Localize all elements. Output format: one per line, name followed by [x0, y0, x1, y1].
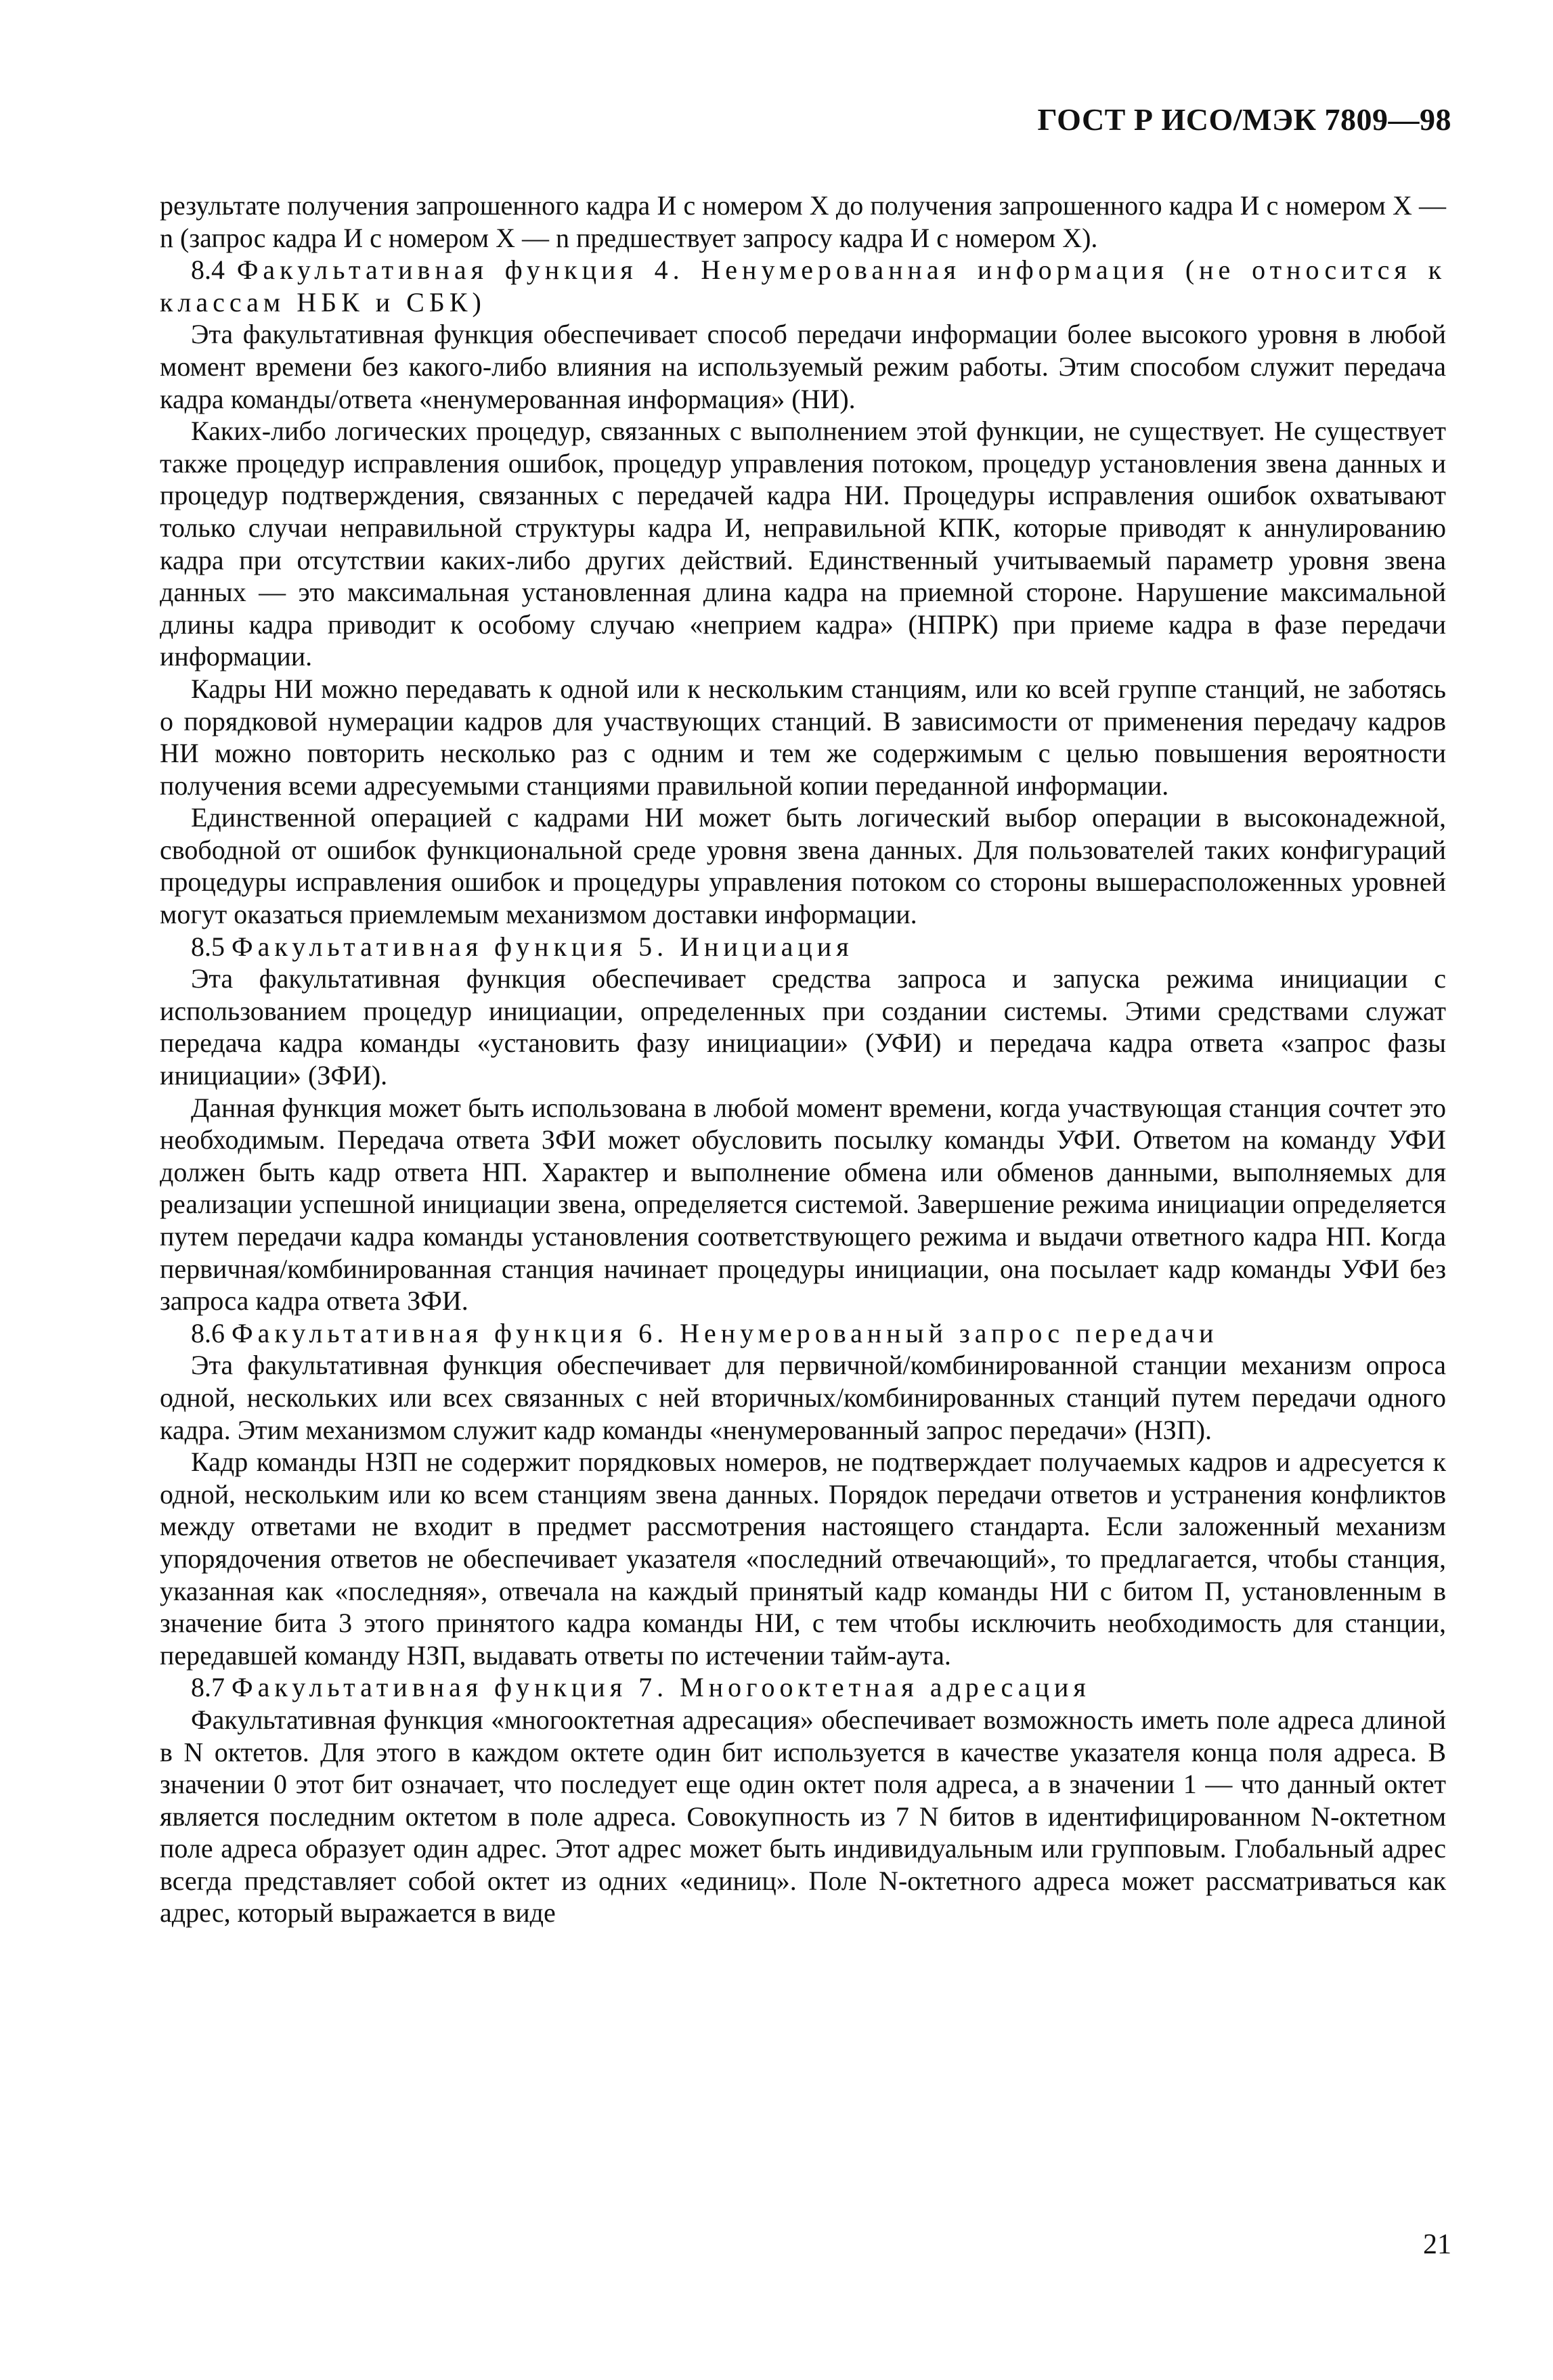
section-title: Факультативная функция 5. Инициация — [232, 931, 854, 962]
page-number: 21 — [1423, 2229, 1451, 2260]
paragraph: Единственной операцией с кадрами НИ может быть логический выбор операции в высоконадежной, свободной от ошибок функциональной среде уровня звена данных. Для пользователей таких конфигураций процедуры исправления ошибок и процедуры управления потоком со стороны вышерасположенных уровней могут оказаться приемлемым механизмом доставки информации. — [160, 802, 1446, 930]
paragraph: Эта факультативная функция обеспечивает средства запроса и запуска режима инициации с использованием процедур инициации, определенных при создании системы. Этими средствами служат передача кадра команды «установить фазу инициации» (УФИ) и передача кадра ответа «запрос фазы инициации» (ЗФИ). — [160, 963, 1446, 1091]
section-title: Факультативная функция 7. Многооктетная адресация — [232, 1672, 1091, 1703]
section-title: Факультативная функция 4. Ненумерованная информация (не относится к классам НБК и СБК) — [160, 255, 1447, 317]
section-number: 8.4 — [191, 255, 225, 286]
paragraph: Эта факультативная функция обеспечивает способ передачи информации более высокого уровня в любой момент времени без какого-либо влияния на используемый режим работы. Этим способом служит передача кадра команды/ответа «ненумерованная информация» (НИ). — [160, 319, 1446, 414]
section-number: 8.5 — [191, 931, 225, 962]
page-header-standard: ГОСТ Р ИСО/МЭК 7809—98 — [1037, 102, 1451, 137]
section-heading-8-7 — [160, 1671, 1446, 1704]
page-body — [160, 190, 1446, 1929]
section-title: Факультативная функция 6. Ненумерованный запрос передачи — [232, 1317, 1219, 1348]
paragraph: Кадр команды НЗП не содержит порядковых номеров, не подтверждает получаемых кадров и адресуется к одной, нескольким или ко всем станциям звена данных. Порядок передачи ответов и устранения конфликтов между ответами не входит в предмет рассмотрения настоящего стандарта. Если заложенный механизм упорядочения ответов не обеспечивает указателя «последний отвечающий», то предлагается, чтобы станция, указанная как «последняя», отвечала на каждый принятый кадр команды НИ с битом П, установленным в значение бита 3 этого принятого кадра команды НИ, с тем чтобы исключить необходимость для станции, передавшей команду НЗП, выдавать ответы по истечении тайм-аута. — [160, 1447, 1446, 1671]
paragraph: Каких-либо логических процедур, связанных с выполнением этой функции, не существует. Не существует также процедур исправления ошибок, процедур управления потоком, процедур установления звена данных и процедур подтверждения, связанных с передачей кадра НИ. Процедуры исправления ошибок охватывают только случаи неправильной структуры кадра И, неправильной КПК, которые приводят к аннулированию кадра при отсутствии каких-либо других действий. Единственный учитываемый параметр уровня звена данных — это максимальная установленная длина кадра на приемной стороне. Нарушение максимальной длины кадра приводит к особому случаю «неприем кадра» (НПРК) при приеме кадра в фазе передачи информации. — [160, 416, 1446, 672]
paragraph: Кадры НИ можно передавать к одной или к нескольким станциям, или ко всей группе станций, не заботясь о порядковой нумерации кадров для участвующих станций. В зависимости от применения передачу кадров НИ можно повторить несколько раз с одним и тем же содержимым с целью повышения вероятности получения всеми адресуемыми станциями правильной копии переданной информации. — [160, 673, 1446, 801]
paragraph: Эта факультативная функция обеспечивает для первичной/комбинированной станции механизм опроса одной, нескольких или всех связанных с ней вторичных/комбинированных станций путем передачи одного кадра. Этим механизмом служит кадр команды «ненумерованный запрос передачи» (НЗП). — [160, 1350, 1446, 1445]
paragraph: Факультативная функция «многооктетная адресация» обеспечивает возможность иметь поле адреса длиной в N октетов. Для этого в каждом октете один бит используется в качестве указателя конца поля адреса. В значении 0 этот бит означает, что последует еще один октет поля адреса, а в значении 1 — что данный октет является последним октетом в поле адреса. Совокупность из 7 N битов в идентифицированном N-октетном поле адреса образует один адрес. Этот адрес может быть индивидуальным или групповым. Глобальный адрес всегда представляет собой октет из одних «единиц». Поле N-октетного адреса может рассматриваться как адрес, который выражается в виде — [160, 1704, 1446, 1929]
paragraph-intro: результате получения запрошенного кадра И с номером X до получения запрошенного кадра И с номером X — n (запрос кадра И с номером X — n предшествует запросу кадра И с номером X). — [160, 190, 1446, 253]
section-number: 8.7 — [191, 1672, 225, 1703]
section-heading-8-6 — [160, 1317, 1446, 1350]
section-heading-8-4 — [160, 254, 1446, 318]
section-number: 8.6 — [191, 1317, 225, 1348]
paragraph: Данная функция может быть использована в любой момент времени, когда участвующая станция сочтет это необходимым. Передача ответа ЗФИ может обусловить посылку команды УФИ. Ответом на команду УФИ должен быть кадр ответа НП. Характер и выполнение обмена или обменов данными, выполняемых для реализации успешной инициации звена, определяется системой. Завершение режима инициации определяется путем передачи кадра команды установления соответствующего режима и выдачи ответного кадра НП. Когда первичная/комбинированная станция начинает процедуры инициации, она посылает кадр команды УФИ без запроса кадра ответа ЗФИ. — [160, 1092, 1446, 1317]
section-heading-8-5 — [160, 931, 1446, 963]
